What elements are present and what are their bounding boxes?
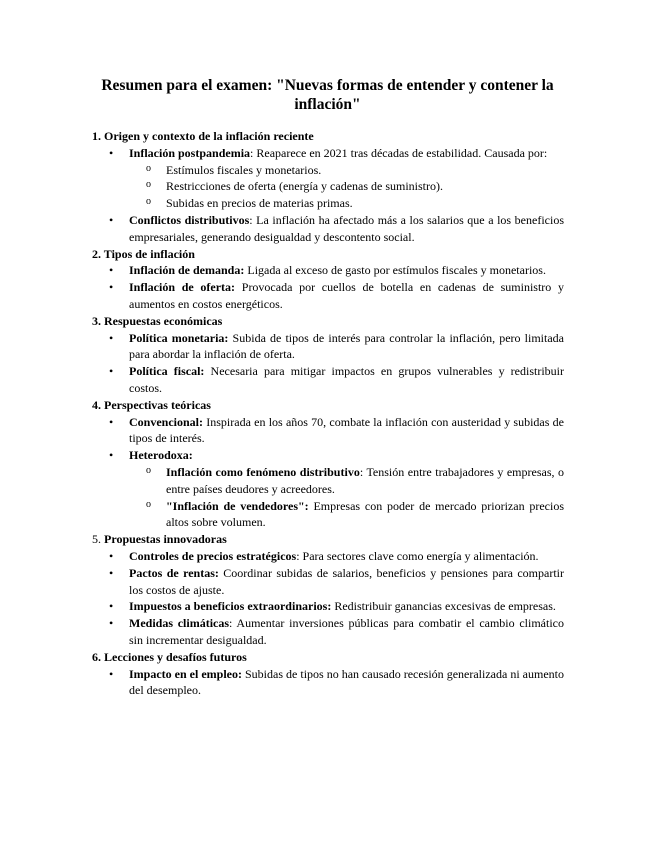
list-item <box>129 363 564 397</box>
item-text: : Aumentar inversiones públicas para combatir el cambio climático sin incrementar desigualdad. <box>129 616 564 647</box>
item-label: Impacto en el empleo: <box>129 666 242 681</box>
list-item <box>129 330 564 364</box>
item-text: Subidas de tipos no han causado recesión generalizada ni aumento del desempleo. <box>129 666 564 698</box>
section-heading-4 <box>92 397 564 414</box>
sub-list-item: o Estímulos fiscales y monetarios. <box>166 162 564 179</box>
section-heading-1 <box>92 128 564 145</box>
list-item <box>129 447 564 531</box>
section-number: 3. <box>92 313 101 328</box>
sub-item-text: : Tensión entre trabajadores y empresas, o entre países deudores y acreedores. <box>166 464 564 496</box>
document-title: Resumen para el examen: "Nuevas formas de entender y contener la inflación" <box>101 77 554 113</box>
section-list-1 <box>92 145 564 246</box>
document-body <box>92 128 564 699</box>
item-text: Ligada al exceso de gasto por estímulos fiscales y monetarios. <box>244 263 546 278</box>
list-item <box>129 212 564 246</box>
section-list-2 <box>92 262 564 312</box>
section-heading-6 <box>92 649 564 666</box>
item-label: Política fiscal: <box>129 364 205 379</box>
list-item <box>129 615 564 649</box>
item-label: Política monetaria: <box>129 330 229 345</box>
list-item <box>129 414 564 448</box>
item-label: Heterodoxa: <box>129 448 193 463</box>
item-label: Medidas climáticas <box>129 616 230 631</box>
list-item <box>129 666 564 700</box>
section-title: Origen y contexto de la inflación reciente <box>104 129 314 143</box>
list-item <box>129 565 564 599</box>
section-number: 4. <box>92 397 101 412</box>
item-text: Coordinar subidas de salarios, beneficios y pensiones para compartir los costos de ajuste. <box>129 565 565 597</box>
sub-item-label: "Inflación de vendedores": <box>166 498 309 513</box>
item-label: Impuestos a beneficios extraordinarios: <box>129 599 332 614</box>
section-number: 1. <box>92 129 101 143</box>
item-label: Conflictos distributivos <box>129 212 250 227</box>
item-label: Inflación de demanda: <box>129 263 245 278</box>
section-list-6 <box>92 666 564 700</box>
list-item <box>129 548 564 565</box>
sub-item-label: Inflación como fenómeno distributivo <box>166 464 360 479</box>
section-list-4 <box>92 414 564 532</box>
item-text: : Reaparece en 2021 tras décadas de estabilidad. Causada por: <box>250 145 548 160</box>
section-number: 6. <box>92 649 101 664</box>
section-number: 5. <box>92 532 101 547</box>
item-label: Pactos de rentas: <box>129 565 219 580</box>
sub-item-text: Empresas con poder de mercado priorizan precios altos sobre volumen. <box>166 498 565 530</box>
item-label: Controles de precios estratégicos <box>129 548 297 563</box>
item-text: Redistribuir ganancias excesivas de empresas. <box>331 599 556 614</box>
section-title: Lecciones y desafíos futuros <box>104 649 247 664</box>
section-number: 2. <box>92 246 101 261</box>
list-item <box>129 262 564 279</box>
sub-list-item: o Subidas en precios de materias primas. <box>166 195 564 212</box>
list-item <box>129 279 564 313</box>
section-title: Perspectivas teóricas <box>104 397 211 412</box>
item-text: Inspirada en los años 70, combate la inflación con austeridad y subidas de tipos de interés. <box>129 414 564 446</box>
section-list-3 <box>92 330 564 397</box>
item-label: Inflación de oferta: <box>129 280 236 295</box>
sub-list <box>129 162 564 212</box>
item-text: : Para sectores clave como energía y alimentación. <box>296 548 539 563</box>
item-text: Subida de tipos de interés para controlar la inflación, pero limitada para abordar la inflación de oferta. <box>129 330 564 362</box>
section-title: Respuestas económicas <box>104 313 223 328</box>
item-label: Inflación postpandemia <box>129 145 251 160</box>
section-list-5 <box>92 548 564 649</box>
sub-list-item <box>166 464 564 498</box>
item-text: : La inflación ha afectado más a los salarios que a los beneficios empresariales, generando desigualdad y descontento social. <box>129 212 564 244</box>
section-title: Propuestas innovadoras <box>104 532 227 547</box>
item-text: Provocada por cuellos de botella en cadenas de suministro y aumentos en costos energéticos. <box>129 280 564 311</box>
sub-list-item <box>166 498 564 532</box>
item-label: Convencional: <box>129 414 204 429</box>
sub-list-item: o Restricciones de oferta (energía y cadenas de suministro). <box>166 178 564 195</box>
section-heading-3 <box>92 313 564 330</box>
list-item <box>129 598 564 615</box>
list-item <box>129 145 564 212</box>
section-title: Tipos de inflación <box>103 246 195 261</box>
sub-list <box>129 464 564 531</box>
section-heading-5 <box>92 531 564 548</box>
section-heading-2 <box>92 246 564 263</box>
item-text: Necesaria para mitigar impactos en grupos vulnerables y redistribuir costos. <box>129 364 565 395</box>
